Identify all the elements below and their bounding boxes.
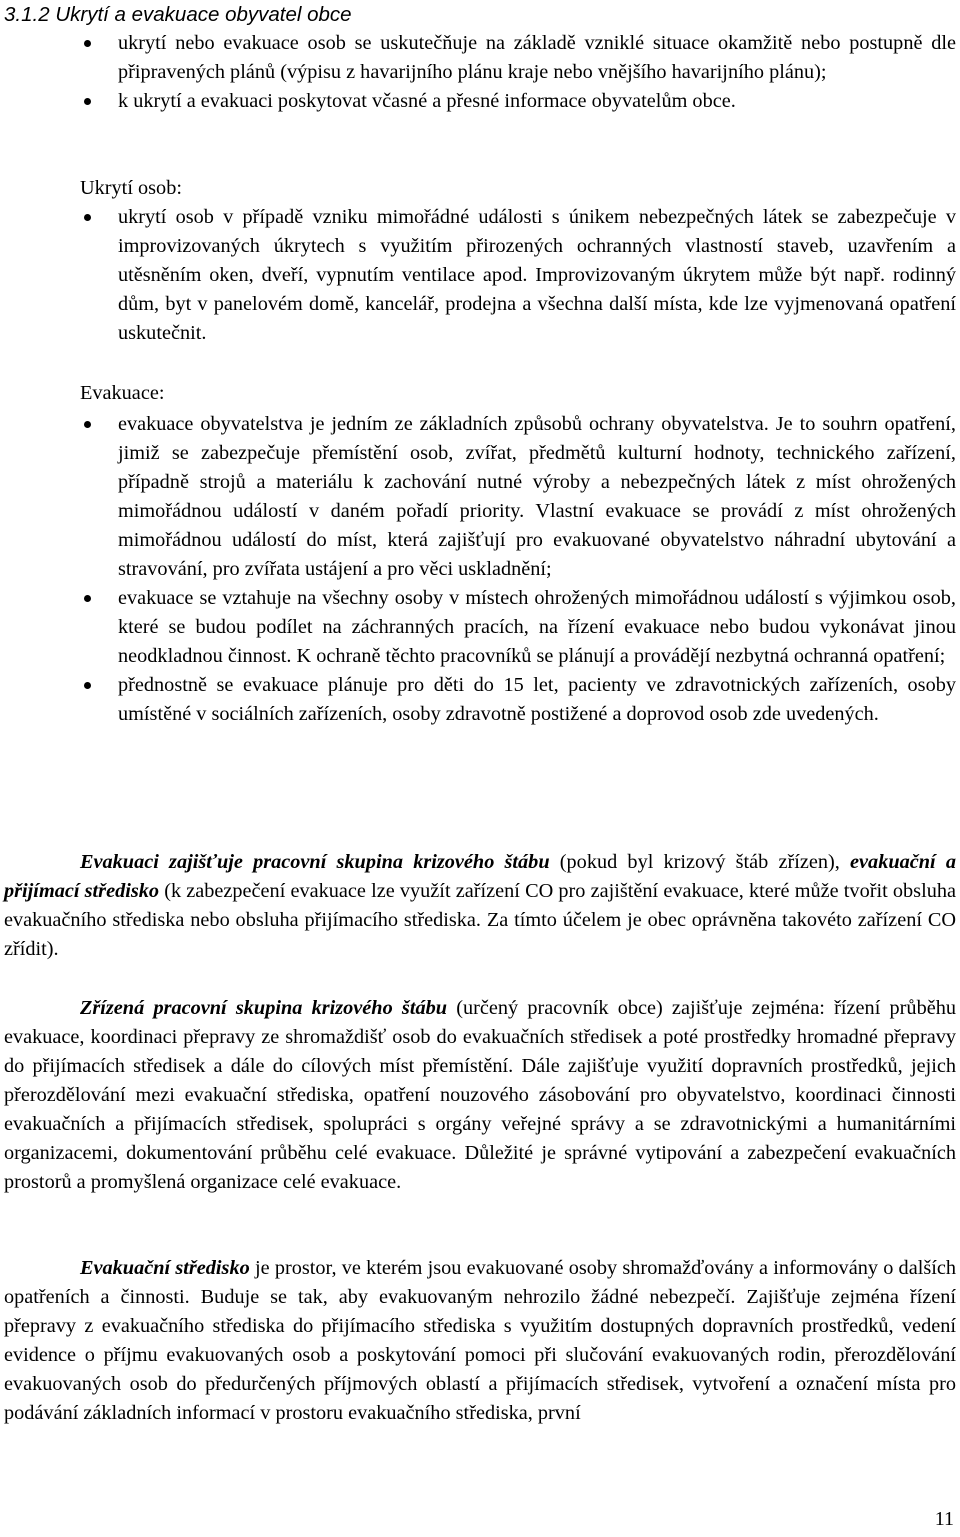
section-heading [4, 0, 352, 29]
evakuace-heading: Evakuace: [80, 382, 165, 404]
list-item: ukrytí nebo evakuace osob se uskutečňuje na základě vzniklé situace okamžitě nebo postupně dle připravených plánů (výpisu z havarijního plánu kraje nebo vnějšího havarijního plánu); [0, 29, 956, 87]
paragraph-lead: Evakuační středisko [80, 1257, 250, 1279]
bullet-icon [84, 421, 91, 428]
ukryti-bullet-list [0, 203, 956, 348]
intro-bullet-list [0, 29, 956, 116]
bullet-icon [84, 40, 91, 47]
bullet-icon [84, 682, 91, 689]
paragraph-evakuaci: Evakuaci zajišťuje pracovní skupina krizového štábu (pokud byl krizový štáb zřízen), evakuační a přijímací středisko (k zabezpečení evakuace lze využít zařízení CO pro zajištění evakuace, které může tvořit obsluha evakuačního střediska nebo obsluha přijímacího střediska. Za tímto účelem je obec oprávněna takovéto zařízení CO zřídit). [4, 851, 956, 960]
page-number: 11 [934, 1508, 954, 1530]
paragraph-lead: Evakuaci zajišťuje pracovní skupina krizového štábu [80, 851, 550, 873]
list-item: evakuace obyvatelstva je jedním ze základních způsobů ochrany obyvatelstva. Je to souhrn opatření, jimiž se zabezpečuje přemístění osob, zvířat, předmětů kulturní hodnoty, technického zařízení, případně strojů a materiálu k zachování nutné výroby a nebezpečných látek z míst ohrožených mimořádnou událostí v daném pořadí priority. Vlastní evakuace se provádí z míst ohrožených mimořádnou událostí do míst, která zajišťují pro evakuované obyvatelstvo náhradní ubytování a stravování, pro zvířata ustájení a pro věci uskladnění; [0, 410, 956, 584]
section-title: Ukrytí a evakuace obyvatel obce [55, 3, 352, 26]
paragraph-pracovni-skupina: Zřízená pracovní skupina krizového štábu (určený pracovník obce) zajišťuje zejména: řízení průběhu evakuace, koordinaci přepravy ze shromaždišť osob do evakuačních středisek a poté prostředky hromadné přepravy do přijímacích středisek a dále do cílových míst přemístění. Dále zajišťuje využití dopravních prostředků, jejich přerozdělování mezi evakuační střediska, opatření nouzového zásobování pro obyvatelstvo, koordinaci činnosti evakuačních a přijímacích středisek, spolupráci s orgány veřejné správy a se zdravotnickými a humanitárními organizacemi, dokumentování průběhu celé evakuace. Důležité je správné vytipování a zabezpečení evakuačních prostorů a promyšlená organizace celé evakuace. [4, 997, 956, 1193]
paragraph-lead: Zřízená pracovní skupina krizového štábu [80, 997, 448, 1019]
ukryti-heading: Ukrytí osob: [80, 177, 182, 199]
list-item: k ukrytí a evakuaci poskytovat včasné a přesné informace obyvatelům obce. [0, 87, 956, 116]
list-item: evakuace se vztahuje na všechny osoby v místech ohrožených mimořádnou událostí s výjimkou osob, které se budou podílet na záchranných pracích, na řízení evakuace nebo budou vykonávat jinou neodkladnou činnost. K ochraně těchto pracovníků se plánují a provádějí nezbytná ochranná opatření; [0, 584, 956, 671]
paragraph-evakuacni-stredisko: Evakuační středisko je prostor, ve kterém jsou evakuované osoby shromažďovány a informovány o dalších opatřeních a činnosti. Buduje se tak, aby evakuovaným nehrozilo žádné nebezpečí. Zajišťuje zejména řízení přepravy z evakuačního střediska do přijímacího střediska s využitím dostupných dopravních prostředků, vedení evidence o příjmu evakuovaných osob a poskytování pomoci při slučování evakuovaných rodin, přerozdělování evakuovaných osob do předurčených příjmových oblastí a přijímacích středisek, vytvoření a označení místa pro podávání základních informací v prostoru evakuačního střediska, první [4, 1257, 957, 1424]
evakuace-bullet-list [0, 410, 956, 729]
bullet-icon [84, 98, 91, 105]
list-item: ukrytí osob v případě vzniku mimořádné události s únikem nebezpečných látek se zabezpečuje v improvizovaných úkrytech s využitím přirozených ochranných vlastností staveb, uzavřením a utěsněním oken, dveří, vypnutím ventilace apod. Improvizovaným úkrytem může být např. rodinný dům, byt v panelovém domě, kancelář, prodejna a všechna další místa, kde lze vyjmenovaná opatření uskutečnit. [0, 203, 956, 348]
list-item: přednostně se evakuace plánuje pro děti do 15 let, pacienty ve zdravotnických zařízeních, osoby umístěné v sociálních zařízeních, osoby zdravotně postižené a doprovod osob zde uvedených. [0, 671, 956, 729]
bullet-icon [84, 214, 91, 221]
paragraph-emphasis: evakuační a přijímací středisko [4, 851, 956, 902]
bullet-icon [84, 595, 91, 602]
section-number: 3.1.2 [4, 3, 50, 26]
